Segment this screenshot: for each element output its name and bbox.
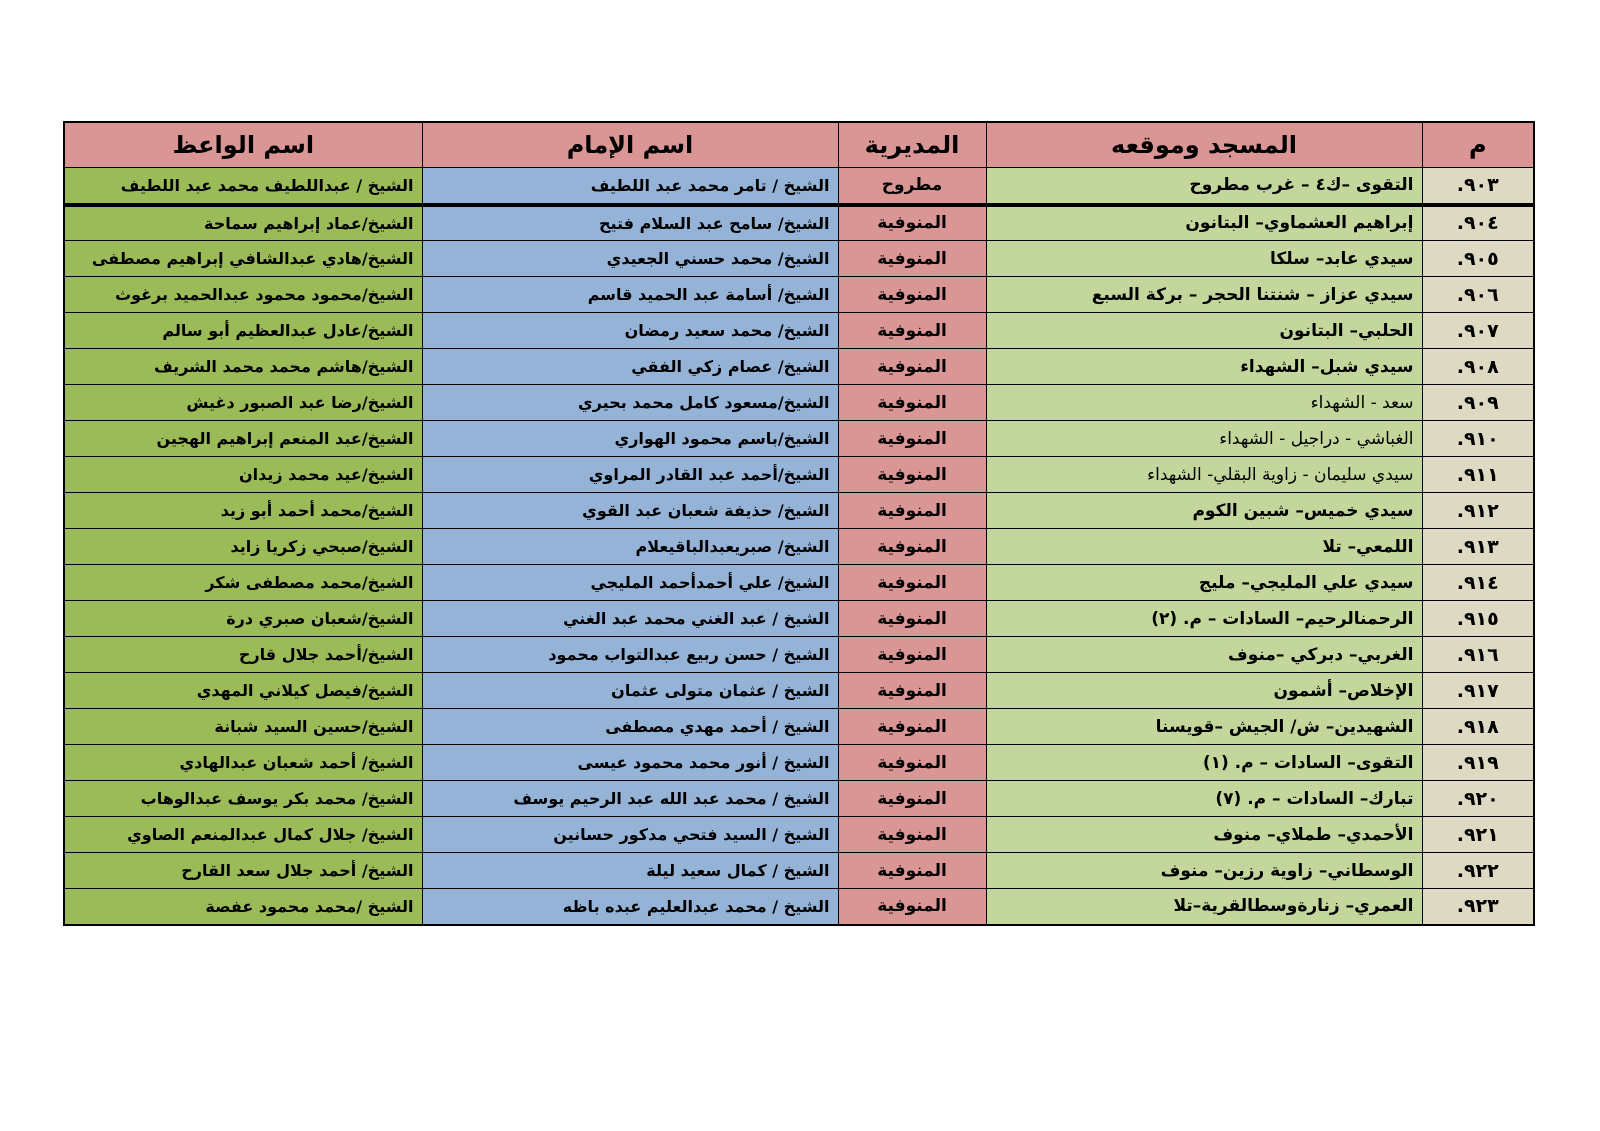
row-number-cell: ٩٠٣.: [1422, 168, 1534, 205]
row-number-cell: ٩١٤.: [1422, 565, 1534, 601]
mosque-location-cell: سيدي عزاز – شنتنا الحجر – بركة السبع: [986, 277, 1422, 313]
row-number-cell: ٩٢٠.: [1422, 781, 1534, 817]
row-number-cell: ٩١٦.: [1422, 637, 1534, 673]
directorate-cell: المنوفية: [838, 349, 986, 385]
imam-name-cell: الشيخ / محمد عبدالعليم عبده باظه: [422, 889, 838, 925]
directorate-cell: المنوفية: [838, 205, 986, 241]
mosque-location-cell: الوسطاني– زاوية رزين– منوف: [986, 853, 1422, 889]
mosque-roster-table: [63, 121, 1535, 926]
mosque-location-cell: الحلبي– البتانون: [986, 313, 1422, 349]
table-row: [64, 457, 1534, 493]
mosque-location-cell: سيدي سليمان - زاوية البقلي- الشهداء: [986, 457, 1422, 493]
row-number-cell: ٩٠٤.: [1422, 205, 1534, 241]
imam-name-cell: الشيخ / عبد الغني محمد عبد الغني: [422, 601, 838, 637]
mosque-location-cell: الإخلاص– أشمون: [986, 673, 1422, 709]
imam-name-cell: الشيخ / أنور محمد محمود عيسى: [422, 745, 838, 781]
imam-name-cell: الشيخ / أحمد مهدي مصطفى: [422, 709, 838, 745]
table-header-row: [64, 122, 1534, 168]
row-number-cell: ٩٢١.: [1422, 817, 1534, 853]
row-number-cell: ٩١٧.: [1422, 673, 1534, 709]
mosque-location-cell: الرحمنالرحيم– السادات – م. (٢): [986, 601, 1422, 637]
preacher-name-cell: الشيخ/محمد مصطفى شكر: [64, 565, 422, 601]
preacher-name-cell: الشيخ/صبحي زكريا زايد: [64, 529, 422, 565]
directorate-cell: المنوفية: [838, 673, 986, 709]
preacher-name-cell: الشيخ/ محمد بكر يوسف عبدالوهاب: [64, 781, 422, 817]
directorate-cell: المنوفية: [838, 601, 986, 637]
row-number-cell: ٩١٨.: [1422, 709, 1534, 745]
preacher-name-cell: الشيخ/هاشم محمد محمد الشريف: [64, 349, 422, 385]
preacher-name-cell: الشيخ/محمود محمود عبدالحميد برغوث: [64, 277, 422, 313]
directorate-cell: المنوفية: [838, 493, 986, 529]
mosque-location-cell: سعد - الشهداء: [986, 385, 1422, 421]
directorate-cell: المنوفية: [838, 421, 986, 457]
imam-name-cell: الشيخ/ سامح عبد السلام فتيح: [422, 205, 838, 241]
mosque-location-cell: الأحمدي– طملاي– منوف: [986, 817, 1422, 853]
imam-name-cell: الشيخ/ عصام زكي الفقي: [422, 349, 838, 385]
row-number-cell: ٩٢٢.: [1422, 853, 1534, 889]
table-row: [64, 529, 1534, 565]
table-row: [64, 745, 1534, 781]
row-number-cell: ٩١١.: [1422, 457, 1534, 493]
table-row: [64, 601, 1534, 637]
directorate-cell: المنوفية: [838, 313, 986, 349]
imam-name-cell: الشيخ/ أسامة عبد الحميد قاسم: [422, 277, 838, 313]
imam-name-cell: الشيخ/ صبريعبدالباقيعلام: [422, 529, 838, 565]
row-number-cell: ٩٠٨.: [1422, 349, 1534, 385]
imam-name-cell: الشيخ / تامر محمد عبد اللطيف: [422, 168, 838, 205]
table-row: [64, 205, 1534, 241]
table-row: [64, 709, 1534, 745]
preacher-name-cell: الشيخ/هادي عبدالشافي إبراهيم مصطفى: [64, 241, 422, 277]
imam-name-cell: الشيخ/ حذيفة شعبان عبد القوي: [422, 493, 838, 529]
row-number-cell: ٩١٠.: [1422, 421, 1534, 457]
table-row: [64, 277, 1534, 313]
table-row: [64, 817, 1534, 853]
imam-name-cell: الشيخ / كمال سعيد ليلة: [422, 853, 838, 889]
table-row: [64, 349, 1534, 385]
preacher-name-cell: الشيخ/ أحمد شعبان عبدالهادي: [64, 745, 422, 781]
preacher-name-cell: الشيخ/فيصل كيلاني المهدي: [64, 673, 422, 709]
header-directorate: المديرية: [838, 122, 986, 168]
imam-name-cell: الشيخ / محمد عبد الله عبد الرحيم يوسف: [422, 781, 838, 817]
table-row: [64, 421, 1534, 457]
imam-name-cell: الشيخ / حسن ربيع عبدالتواب محمود: [422, 637, 838, 673]
mosque-location-cell: التقوى –ك٤ – غرب مطروح: [986, 168, 1422, 205]
directorate-cell: المنوفية: [838, 889, 986, 925]
row-number-cell: ٩٢٣.: [1422, 889, 1534, 925]
mosque-location-cell: سيدي عابد– سلكا: [986, 241, 1422, 277]
header-imam-name: اسم الإمام: [422, 122, 838, 168]
preacher-name-cell: الشيخ/عبد المنعم إبراهيم الهجين: [64, 421, 422, 457]
preacher-name-cell: الشيخ/عماد إبراهيم سماحة: [64, 205, 422, 241]
table-row: [64, 493, 1534, 529]
table-row: [64, 673, 1534, 709]
directorate-cell: المنوفية: [838, 277, 986, 313]
row-number-cell: ٩٠٧.: [1422, 313, 1534, 349]
preacher-name-cell: الشيخ / عبداللطيف محمد عبد اللطيف: [64, 168, 422, 205]
imam-name-cell: الشيخ/ علي أحمدأحمد المليجي: [422, 565, 838, 601]
mosque-location-cell: سيدي خميس– شبين الكوم: [986, 493, 1422, 529]
imam-name-cell: الشيخ/مسعود كامل محمد بحيري: [422, 385, 838, 421]
preacher-name-cell: الشيخ/محمد أحمد أبو زيد: [64, 493, 422, 529]
row-number-cell: ٩١٩.: [1422, 745, 1534, 781]
imam-name-cell: الشيخ/أحمد عبد القادر المراوي: [422, 457, 838, 493]
row-number-cell: ٩١٢.: [1422, 493, 1534, 529]
row-number-cell: ٩١٣.: [1422, 529, 1534, 565]
directorate-cell: المنوفية: [838, 781, 986, 817]
directorate-cell: المنوفية: [838, 709, 986, 745]
directorate-cell: المنوفية: [838, 637, 986, 673]
preacher-name-cell: الشيخ /محمد محمود عفصة: [64, 889, 422, 925]
mosque-location-cell: التقوى– السادات – م. (١): [986, 745, 1422, 781]
table-row: [64, 565, 1534, 601]
directorate-cell: مطروح: [838, 168, 986, 205]
preacher-name-cell: الشيخ/شعبان صبري درة: [64, 601, 422, 637]
row-number-cell: ٩١٥.: [1422, 601, 1534, 637]
mosque-location-cell: سيدي علي المليجي– مليج: [986, 565, 1422, 601]
directorate-cell: المنوفية: [838, 241, 986, 277]
preacher-name-cell: الشيخ/أحمد جلال قارح: [64, 637, 422, 673]
directorate-cell: المنوفية: [838, 385, 986, 421]
preacher-name-cell: الشيخ/ جلال كمال عبدالمنعم الصاوي: [64, 817, 422, 853]
mosque-location-cell: الشهيدين– ش/ الجيش –قويسنا: [986, 709, 1422, 745]
directorate-cell: المنوفية: [838, 745, 986, 781]
header-preacher-name: اسم الواعظ: [64, 122, 422, 168]
mosque-location-cell: العمري– زنارةوسطالقرية–تلا: [986, 889, 1422, 925]
directorate-cell: المنوفية: [838, 457, 986, 493]
directorate-cell: المنوفية: [838, 853, 986, 889]
imam-name-cell: الشيخ / عثمان متولى عثمان: [422, 673, 838, 709]
preacher-name-cell: الشيخ/عيد محمد زيدان: [64, 457, 422, 493]
table-row: [64, 637, 1534, 673]
mosque-location-cell: تبارك– السادات – م. (٧): [986, 781, 1422, 817]
imam-name-cell: الشيخ/ محمد حسني الجعيدي: [422, 241, 838, 277]
mosque-location-cell: اللمعي– تلا: [986, 529, 1422, 565]
header-number: م: [1422, 122, 1534, 168]
table-row: [64, 781, 1534, 817]
table-row: [64, 385, 1534, 421]
table-row: [64, 853, 1534, 889]
preacher-name-cell: الشيخ/حسين السيد شبانة: [64, 709, 422, 745]
imam-name-cell: الشيخ/ محمد سعيد رمضان: [422, 313, 838, 349]
preacher-name-cell: الشيخ/رضا عبد الصبور دغيش: [64, 385, 422, 421]
mosque-location-cell: الغباشي - دراجيل - الشهداء: [986, 421, 1422, 457]
row-number-cell: ٩٠٦.: [1422, 277, 1534, 313]
directorate-cell: المنوفية: [838, 529, 986, 565]
header-mosque-location: المسجد وموقعه: [986, 122, 1422, 168]
table-row: [64, 241, 1534, 277]
imam-name-cell: الشيخ/باسم محمود الهواري: [422, 421, 838, 457]
table-row: [64, 889, 1534, 925]
imam-name-cell: الشيخ / السيد فتحي مدكور حسانين: [422, 817, 838, 853]
mosque-location-cell: سيدي شبل– الشهداء: [986, 349, 1422, 385]
mosque-location-cell: الغربي– دبركي –منوف: [986, 637, 1422, 673]
table-row: [64, 313, 1534, 349]
preacher-name-cell: الشيخ/عادل عبدالعظيم أبو سالم: [64, 313, 422, 349]
table-row: [64, 168, 1534, 205]
mosque-location-cell: إبراهيم العشماوي– البتانون: [986, 205, 1422, 241]
directorate-cell: المنوفية: [838, 817, 986, 853]
directorate-cell: المنوفية: [838, 565, 986, 601]
preacher-name-cell: الشيخ/ أحمد جلال سعد القارح: [64, 853, 422, 889]
row-number-cell: ٩٠٥.: [1422, 241, 1534, 277]
row-number-cell: ٩٠٩.: [1422, 385, 1534, 421]
